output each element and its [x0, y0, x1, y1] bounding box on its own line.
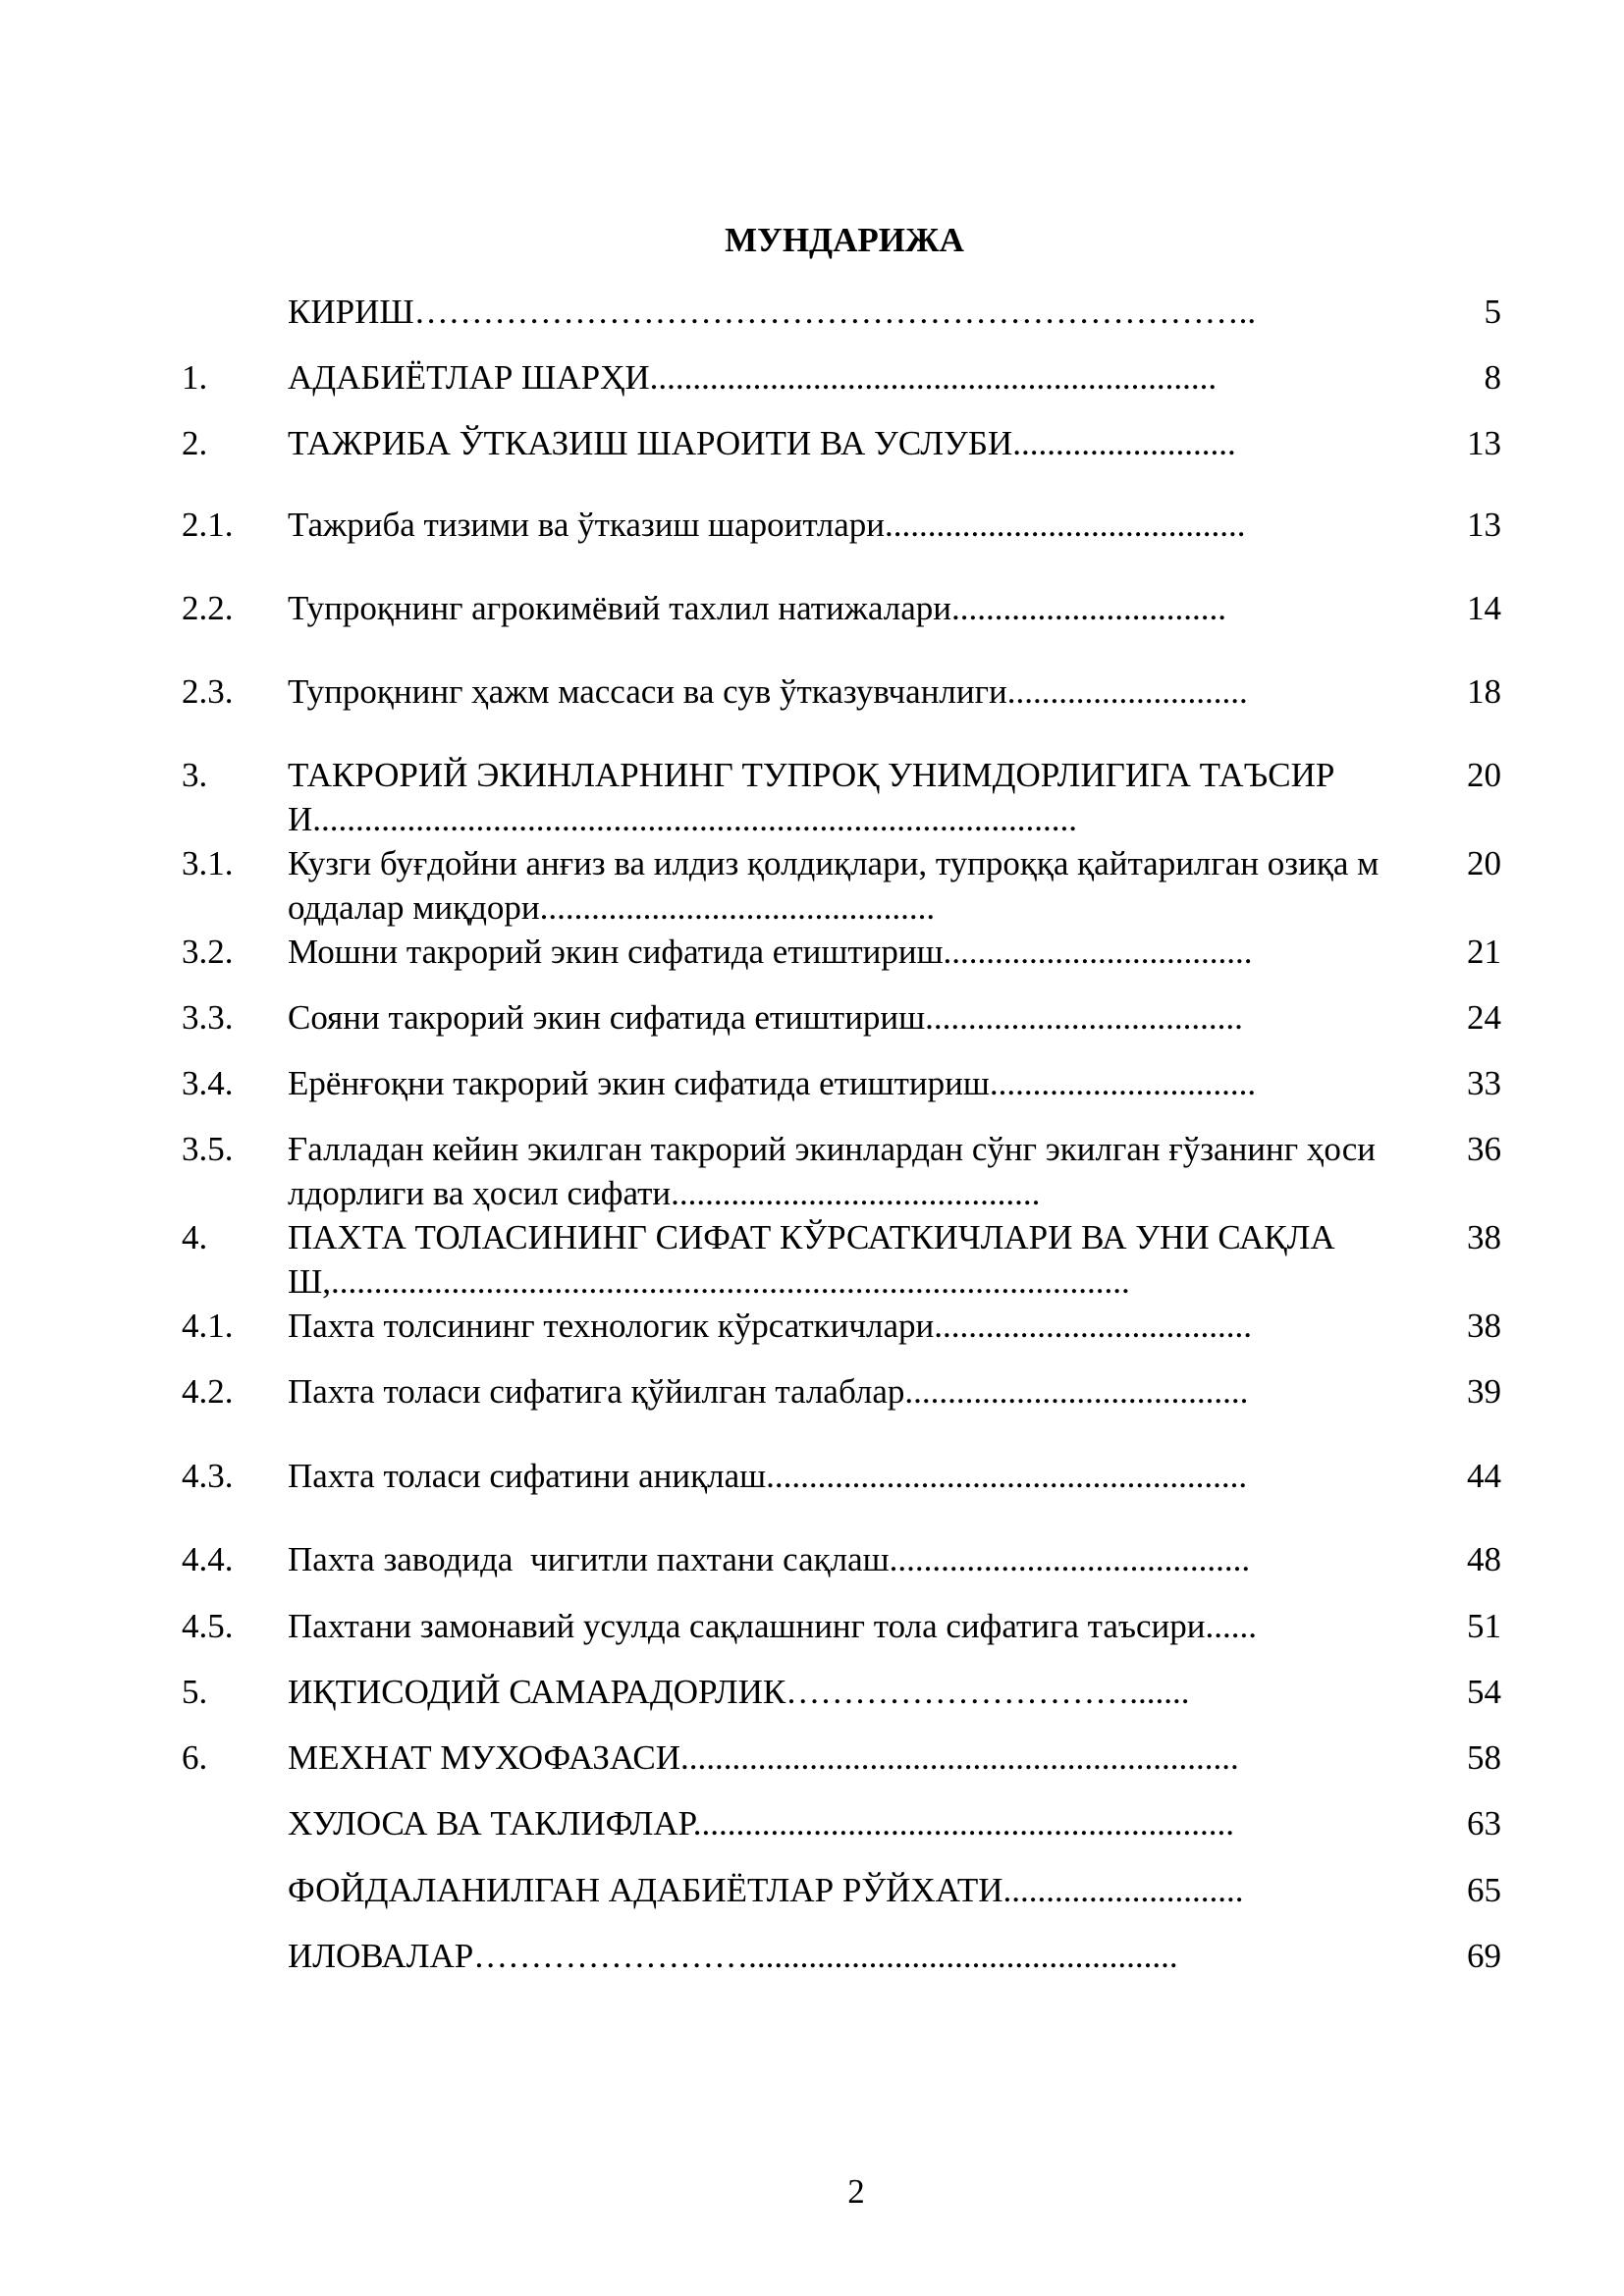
toc-entry-number: 3.4.: [182, 1064, 234, 1102]
toc-entry-number: 2.3.: [182, 672, 234, 711]
toc-entry-page: 44: [1467, 1457, 1501, 1495]
toc-entry-number: 4.4.: [182, 1540, 234, 1578]
toc-entry-title: Кузги буғдойни анғиз ва илдиз қолдиқлари, тупроққа қайтарилган озиқа моддалар миқдори..............................................: [288, 844, 1380, 927]
toc-entry-number: 4.3.: [182, 1457, 234, 1495]
toc-entry-page: 58: [1467, 1738, 1501, 1777]
page-title: МУНДАРИЖА: [725, 221, 964, 259]
toc-entry-page: 54: [1467, 1673, 1501, 1711]
toc-entry-number: 2.2.: [182, 589, 234, 627]
toc-entry-title: Сояни такрорий экин сифатида етиштириш.....................................: [288, 998, 1243, 1037]
toc-entry-page: 14: [1467, 589, 1501, 627]
toc-entry-title: Ғалладан кейин экилган такрорий экинлардан сўнг экилган ғўзанинг ҳосилдорлиги ва ҳосил сифати...........................................: [288, 1130, 1377, 1212]
toc-entry-page: 20: [1467, 756, 1501, 794]
toc-entry-title: ПАХТА ТОЛАСИНИНГ СИФАТ КЎРСАТКИЧЛАРИ ВА УНИ САҚЛАШ,.............................................................................................: [288, 1218, 1335, 1301]
toc-entry-page: 51: [1467, 1607, 1501, 1645]
toc-entry-title: ТАЖРИБА ЎТКАЗИШ ШАРОИТИ ВА УСЛУБИ..........................: [288, 424, 1236, 462]
toc-entry-title: Ерёнғоқни такрорий экин сифатида етиштириш...............................: [288, 1064, 1257, 1102]
toc-entry-page: 48: [1467, 1540, 1501, 1578]
toc-entry-number: 2.1.: [182, 506, 234, 544]
toc-entry-page: 5: [1484, 293, 1501, 331]
toc-entry-page: 36: [1467, 1130, 1501, 1168]
toc-entry-title: ТАКРОРИЙ ЭКИНЛАРНИНГ ТУПРОҚ УНИМДОРЛИГИГА ТАЪСИРИ.........................................................................................: [288, 756, 1335, 838]
toc-entry-number: 1.: [182, 358, 208, 397]
toc-entry-number: 3.1.: [182, 844, 234, 882]
toc-entry-number: 3.2.: [182, 933, 234, 971]
toc-entry-number: 3.5.: [182, 1130, 234, 1168]
toc-entry-title: ХУЛОСА ВА ТАКЛИФЛАР...............................................................: [288, 1804, 1234, 1842]
toc-entry-page: 63: [1467, 1804, 1501, 1842]
toc-entry-page: 13: [1467, 506, 1501, 544]
toc-entry-page: 69: [1467, 1937, 1501, 1975]
toc-entry-number: 5.: [182, 1673, 208, 1711]
toc-entry-title: ИҚТИСОДИЙ САМАРАДОРЛИК………………………….......: [288, 1673, 1190, 1711]
toc-entry-number: 4.: [182, 1218, 208, 1256]
toc-entry-title: Тупроқнинг ҳажм массаси ва сув ўтказувчанлиги............................: [288, 672, 1248, 711]
page-number: 2: [847, 2172, 865, 2211]
toc-entry-title: Пахта толсининг технологик кўрсаткичлари.....................................: [288, 1307, 1252, 1345]
toc-entry-number: 4.5.: [182, 1607, 234, 1645]
toc-entry-title: Пахта толаси сифатини аниқлаш........................................................: [288, 1457, 1248, 1495]
toc-entry-page: 20: [1467, 844, 1501, 882]
toc-entry-title: ФОЙДАЛАНИЛГАН АДАБИЁТЛАР РЎЙХАТИ............................: [288, 1871, 1244, 1909]
toc-entry-page: 65: [1467, 1871, 1501, 1909]
toc-entry-page: 38: [1467, 1218, 1501, 1256]
toc-entry-title: Пахта толаси сифатига қўйилган талаблар........................................: [288, 1372, 1249, 1411]
toc-entry-page: 8: [1484, 358, 1501, 397]
toc-entry-number: 4.2.: [182, 1372, 234, 1411]
toc-entry-number: 3.: [182, 756, 208, 794]
toc-entry-page: 33: [1467, 1064, 1501, 1102]
toc-entry-title: МЕХНАТ МУХОФАЗАСИ.................................................................: [288, 1738, 1239, 1777]
toc-entry-title: АДАБИЁТЛАР ШАРҲИ..................................................................: [288, 358, 1218, 397]
toc-entry-title: ИЛОВАЛАР……………………..................................................: [288, 1937, 1178, 1975]
toc-entry-page: 39: [1467, 1372, 1501, 1411]
toc-entry-page: 21: [1467, 933, 1501, 971]
toc-entry-number: 3.3.: [182, 998, 234, 1037]
toc-entry-page: 24: [1467, 998, 1501, 1037]
toc-entry-number: 4.1.: [182, 1307, 234, 1345]
toc-entry-page: 18: [1467, 672, 1501, 711]
toc-entry-title: Пахта заводида чигитли пахтани сақлаш..........................................: [288, 1540, 1251, 1578]
toc-entry-title: КИРИШ………………………………………………………………..: [288, 293, 1257, 331]
toc-entry-title: Тупроқнинг агрокимёвий тахлил натижалари................................: [288, 589, 1227, 627]
toc-entry-page: 13: [1467, 424, 1501, 462]
toc-entry-title: Мошни такрорий экин сифатида етиштириш....................................: [288, 933, 1253, 971]
toc-entry-title: Пахтани замонавий усулда сақлашнинг тола сифатига таъсири......: [288, 1607, 1257, 1645]
toc-entry-title: Тажриба тизими ва ўтказиш шароитлари..........................................: [288, 506, 1246, 544]
toc-entry-number: 6.: [182, 1738, 208, 1777]
toc-entry-number: 2.: [182, 424, 208, 462]
toc-entry-page: 38: [1467, 1307, 1501, 1345]
